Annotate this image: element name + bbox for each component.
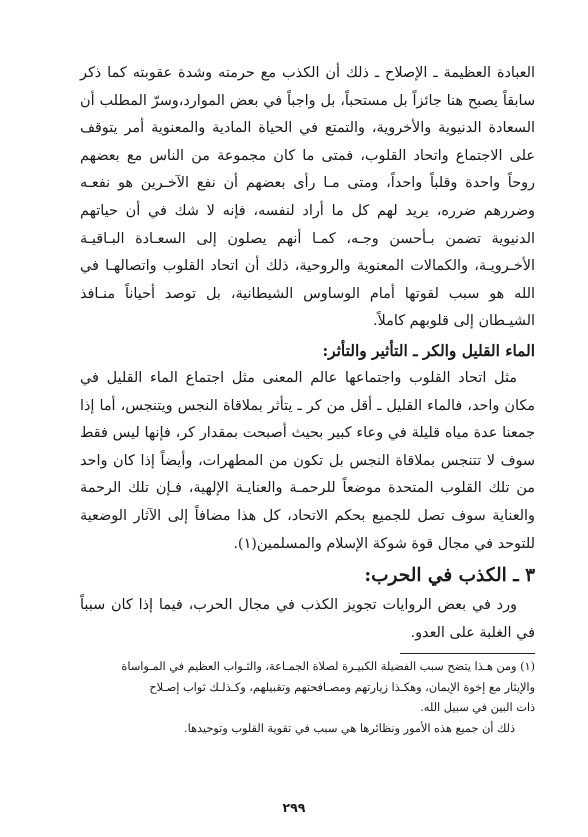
section-heading: الماء القليل والكر ـ التأثير والتأثر: bbox=[322, 341, 535, 360]
chapter-paragraph: ورد في بعض الروايات تجويز الكذب في مجال الحرب، فيما إذا كان سبباً في الغلبة على العدو. bbox=[80, 597, 535, 641]
footnote-divider bbox=[400, 653, 535, 654]
footnote-line: (١) ومن هـذا يتضح سبب الفضيلة الكبيـرة لصلاة الجمـاعة، والثـواب العظيم في المـواساة bbox=[121, 660, 535, 674]
document-page bbox=[80, 60, 535, 739]
footnote-line: والإيثار مع إخوة الإيمان، وهكـذا زيارتهم ومصـافحتهم وتقبيلهم، وكـذلـك ثواب إصـلاح bbox=[149, 680, 535, 694]
intro-paragraph: العبادة العظيمة ـ الإصلاح ـ ذلك أن الكذب مع حرمته وشدة عقوبته كما ذكر سابقاً يصبح هنا جائزاً بل مستحباً، بل واجباً في بعض الموارد،وسرّ المطلب أن السعادة الدنيوية والأخروية، والتمتع في الحياة المادية والمعنوية أمر يتوقف على الاجتماع واتحاد القلوب، فمتى ما كان مجموعة من الناس مع بعضهم روحاً واحدة وقلباً واحداً، ومتى مـا رأى بعضهم أن نفع الآخـرين هو نفعـه وضررهم ضرره، يريد لهم كل ما أراد لنفسه، فإنه لا شك في أن حياتهم الدنيوية تضمن بـأحسن وجـه، كمـا أنهم يصلون إلى السعـادة البـاقيـة الأخـرويـة، والكمالات المعنوية والروحية، ذلك أن اتحاد القلوب واتصالهـا في الله هو سبب لقوتها أمام الوساوس الشيطانية، بل توصد أحياناً منـافذ الشيـطان إلى قلوبهم كاملاً. bbox=[80, 65, 535, 330]
section-paragraph: مثل اتحاد القلوب واجتماعها عالم المعنى مثل اجتماع الماء القليل في مكان واحد، فالماء القليل ـ أقل من كر ـ يتأثر بملاقاة النجس ويتنجس، أما إذا جمعنا عدة مياه قليلة في وعاء كبير بحيث أصبحت بمقدار كر، فإنها ليس فقط سوف لا تتنجس بملاقاة النجس بل تكون من المطهرات، وأيضاً إذا كان واحد من تلك القلوب المتحدة موضعاً للرحمـة والعنايـة الإلهية، فـإن تلك الرحمة والعناية سوف تصل للجميع بحكم الاتحاد، كل هذا مضافاً إلى الآثار الوضعية للتوحد في مجال قوة شوكة الإسلام والمسلمين(١). bbox=[80, 369, 535, 552]
footnotes bbox=[80, 657, 535, 739]
footnote-line: ذات البين في سبيل الله. bbox=[420, 701, 535, 715]
page-number: ٢٩٩ bbox=[282, 800, 306, 815]
chapter-heading: ٣ ـ الكذب في الحرب: bbox=[364, 565, 535, 587]
footnote-line: ذلك أن جميع هذه الأمور ونظائرها هي سبب في تقوية القلوب وتوحيدها. bbox=[184, 721, 515, 735]
